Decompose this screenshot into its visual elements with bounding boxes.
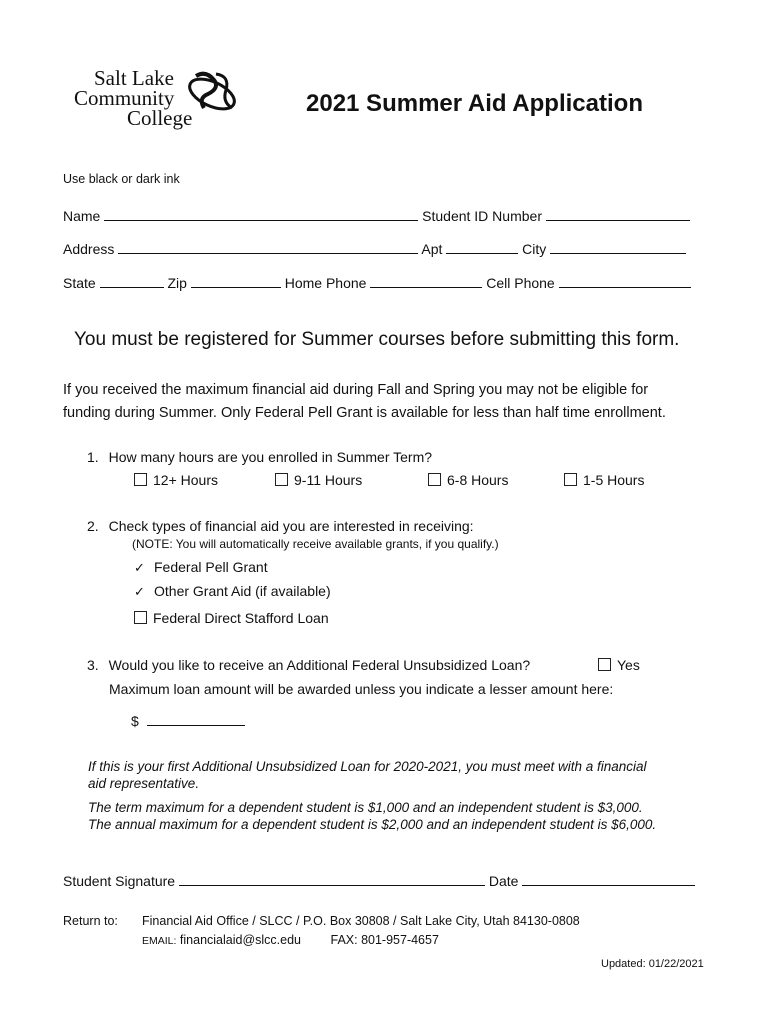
q1-option-12plus[interactable]: 12+ Hours bbox=[134, 472, 218, 488]
date-field[interactable] bbox=[522, 871, 695, 886]
checkbox-icon[interactable] bbox=[275, 473, 288, 486]
cell-phone-field[interactable] bbox=[559, 273, 691, 288]
checkbox-icon[interactable] bbox=[564, 473, 577, 486]
q1-option-9-11[interactable]: 9-11 Hours bbox=[275, 472, 362, 488]
home-phone-field[interactable] bbox=[370, 273, 482, 288]
city-label: City bbox=[522, 241, 547, 257]
intro-line-2: funding during Summer. Only Federal Pell Grant is available for less than half time enrollment. bbox=[63, 405, 666, 421]
q2-note: (NOTE: You will automatically receive available grants, if you qualify.) bbox=[132, 537, 499, 551]
email-link[interactable]: financialaid@slcc.edu bbox=[179, 933, 302, 947]
q3-number: 3. bbox=[87, 657, 99, 673]
q2-option-other-grant[interactable]: ✓ Other Grant Aid (if available) bbox=[134, 583, 331, 599]
q1-option-1-5[interactable]: 1-5 Hours bbox=[564, 472, 644, 488]
signature-field[interactable] bbox=[179, 871, 485, 886]
q2-number: 2. bbox=[87, 518, 99, 534]
home-phone-label: Home Phone bbox=[284, 275, 367, 291]
college-logo bbox=[74, 68, 244, 136]
question-2 bbox=[87, 518, 474, 534]
date-label: Date bbox=[488, 873, 519, 889]
ink-note: Use black or dark ink bbox=[63, 172, 180, 186]
intro-line-1: If you received the maximum financial aid during Fall and Spring you may not be eligible for bbox=[63, 382, 649, 398]
page-title: 2021 Summer Aid Application bbox=[306, 90, 643, 117]
loan-amount-field[interactable] bbox=[147, 711, 245, 726]
checkbox-icon[interactable] bbox=[134, 611, 147, 624]
question-1 bbox=[87, 449, 432, 465]
checkbox-icon[interactable] bbox=[598, 658, 611, 671]
apt-label: Apt bbox=[421, 241, 443, 257]
logo-line-1: Salt Lake bbox=[94, 66, 174, 90]
state-field[interactable] bbox=[100, 273, 164, 288]
unsubsidized-note: If this is your first Additional Unsubsidized Loan for 2020-2021, you must meet with a financial aid representative. bbox=[88, 759, 647, 791]
q3-text: Would you like to receive an Additional Federal Unsubsidized Loan? bbox=[108, 657, 531, 673]
city-field[interactable] bbox=[550, 239, 686, 254]
name-label: Name bbox=[63, 208, 101, 224]
q1-number: 1. bbox=[87, 449, 99, 465]
return-label: Return to: bbox=[63, 914, 118, 928]
student-id-label: Student ID Number bbox=[422, 208, 542, 224]
zip-label: Zip bbox=[167, 275, 187, 291]
dollar-sign: $ bbox=[131, 713, 139, 729]
apt-field[interactable] bbox=[446, 239, 518, 254]
logo-line-3: College bbox=[127, 106, 193, 130]
loan-amount-row bbox=[131, 711, 245, 729]
updated-date: Updated: 01/22/2021 bbox=[601, 958, 704, 970]
maximum-note: The term maximum for a dependent student is $1,000 and an independent student is $3,000. The annual maximum for a dependent student is $2,000 and an independent student is $6,000. bbox=[88, 800, 657, 832]
name-row bbox=[63, 206, 690, 224]
checkbox-icon[interactable] bbox=[428, 473, 441, 486]
address-label: Address bbox=[63, 241, 115, 257]
q3-yes-option[interactable]: Yes bbox=[598, 657, 640, 673]
state-label: State bbox=[63, 275, 96, 291]
q1-text: How many hours are you enrolled in Summer Term? bbox=[108, 449, 433, 465]
q2-option-stafford[interactable]: Federal Direct Stafford Loan bbox=[134, 610, 329, 626]
logo-emblem-icon bbox=[186, 68, 242, 118]
fax-number: FAX: 801-957-4657 bbox=[330, 933, 439, 947]
email-label: EMAIL: bbox=[142, 935, 177, 947]
question-3 bbox=[87, 657, 530, 673]
q2-option-pell[interactable]: ✓ Federal Pell Grant bbox=[134, 559, 268, 575]
checkmark-icon: ✓ bbox=[134, 584, 145, 599]
signature-label: Student Signature bbox=[63, 873, 176, 889]
contact-row bbox=[142, 933, 439, 947]
zip-field[interactable] bbox=[191, 273, 281, 288]
intro-paragraph bbox=[63, 379, 713, 425]
q1-option-6-8[interactable]: 6-8 Hours bbox=[428, 472, 508, 488]
checkbox-icon[interactable] bbox=[134, 473, 147, 486]
return-address: Financial Aid Office / SLCC / P.O. Box 30808 / Salt Lake City, Utah 84130-0808 bbox=[142, 914, 580, 928]
cell-phone-label: Cell Phone bbox=[486, 275, 555, 291]
checkmark-icon: ✓ bbox=[134, 560, 145, 575]
registration-notice: You must be registered for Summer courses before submitting this form. bbox=[74, 329, 680, 350]
address-row bbox=[63, 239, 686, 257]
student-id-field[interactable] bbox=[546, 206, 690, 221]
signature-row bbox=[63, 871, 695, 889]
logo-line-2: Community bbox=[74, 86, 175, 110]
state-row bbox=[63, 273, 691, 291]
name-field[interactable] bbox=[104, 206, 418, 221]
q3-text-2: Maximum loan amount will be awarded unless you indicate a lesser amount here: bbox=[109, 681, 614, 697]
address-field[interactable] bbox=[118, 239, 418, 254]
q2-text: Check types of financial aid you are interested in receiving: bbox=[108, 518, 474, 534]
